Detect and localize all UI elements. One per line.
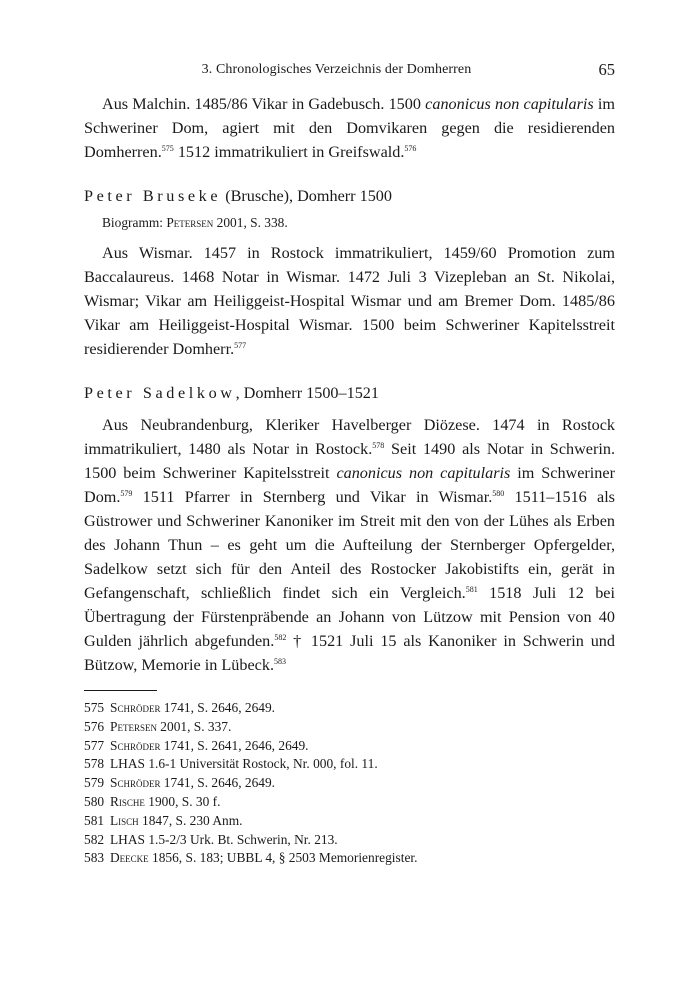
text-run: † 1521 Juli 15 als Kanoniker in Schwerin und Bützow, Memorie in Lübeck. bbox=[84, 632, 615, 674]
footnote-ref: 578 bbox=[372, 441, 385, 450]
footnote-ref: 583 bbox=[274, 657, 287, 666]
footnote-author: Schröder bbox=[110, 700, 161, 715]
footnote bbox=[84, 849, 615, 868]
entry-heading-sadelkow bbox=[84, 381, 615, 405]
footnote bbox=[84, 737, 615, 756]
footnote-text: 1741, S. 2641, 2646, 2649. bbox=[160, 737, 309, 753]
latin-term: canonicus non capitularis bbox=[425, 95, 594, 113]
footnote-number: 580 bbox=[84, 793, 105, 809]
footnote bbox=[84, 699, 615, 718]
heading-rest: (Brusche), Domherr 1500 bbox=[221, 187, 392, 205]
footnote-text: 1900, S. 30 f. bbox=[144, 793, 221, 809]
person-name: Peter Sadelkow bbox=[84, 384, 236, 402]
text-run: Aus Neubrandenburg, Kleriker Havelberger Diözese. 1474 in Rostock immatrikuliert, 1480 als Notar in Rostock. bbox=[84, 416, 615, 458]
footnote-number: 582 bbox=[84, 831, 105, 847]
footnote-number: 576 bbox=[84, 718, 105, 734]
biogram-line bbox=[84, 213, 615, 233]
footnote-text: LHAS 1.5-2/3 Urk. Bt. Schwerin, Nr. 213. bbox=[110, 831, 338, 847]
footnote-text: 1847, S. 230 Anm. bbox=[138, 812, 243, 828]
bruseke-paragraph bbox=[84, 241, 615, 361]
text-run: im Schweriner Dom, agiert mit den Domvikaren gegen die residierenden Domherren. bbox=[84, 95, 615, 161]
sadelkow-paragraph bbox=[84, 413, 615, 677]
bio-prefix: Biogramm: bbox=[102, 215, 167, 230]
text-run: 1512 immatrikuliert in Greifswald. bbox=[173, 143, 405, 161]
footnote-number: 579 bbox=[84, 775, 105, 791]
footnote-ref: 580 bbox=[492, 489, 505, 498]
footnote-author: Deecke bbox=[110, 850, 149, 866]
footnote-ref: 575 bbox=[161, 144, 174, 153]
footnote-author: Lisch bbox=[110, 812, 139, 828]
footnote bbox=[84, 718, 615, 737]
footnote-author: Petersen bbox=[110, 718, 157, 734]
text-run: 1511 Pfarrer in Sternberg und Vikar in Wismar. bbox=[132, 488, 493, 506]
latin-term: canonicus non capitularis bbox=[336, 464, 511, 482]
footnote-text: LHAS 1.6-1 Universität Rostock, Nr. 000, fol. 11. bbox=[110, 756, 378, 772]
footnotes bbox=[84, 690, 615, 868]
footnote bbox=[84, 793, 615, 812]
text-run: Seit 1490 als Notar in Schwerin. 1500 beim Schweriner Kapitelsstreit bbox=[84, 440, 615, 482]
footnote-number: 583 bbox=[84, 850, 105, 866]
footnote-ref: 579 bbox=[120, 489, 133, 498]
page-number: 65 bbox=[598, 60, 615, 79]
footnote-rule bbox=[84, 690, 157, 691]
footnote bbox=[84, 774, 615, 793]
main-text bbox=[84, 92, 615, 677]
text-run: 1518 Juli 12 bei Übertragung der Fürstenpräbende an Johann von Lützow mit Pension von 40 Gulden jährlich abgefunden. bbox=[84, 584, 615, 650]
footnote-ref: 576 bbox=[404, 144, 417, 153]
running-title: 3. Chronologisches Verzeichnis der Domherren bbox=[201, 62, 472, 77]
text-run: im Schweriner Dom. bbox=[84, 464, 615, 506]
text-run: Aus Wismar. 1457 in Rostock immatrikuliert, 1459/60 Promotion zum Baccalaureus. 1468 Notar in Wismar. 1472 Juli 3 Vizepleban an St. Nikolai, Wismar; Vikar am Heiliggeist-Hospital Wismar und am Bremer Dom. 1485/86 Vikar am Heiliggeist-Hospital Wismar. 1500 beim Schweriner Kapitelsstreit residierender Domherr. bbox=[84, 244, 615, 358]
footnote-author: Schröder bbox=[110, 775, 161, 791]
footnote-number: 575 bbox=[84, 700, 105, 715]
footnote-author: Rische bbox=[110, 793, 145, 809]
heading-rest: , Domherr 1500–1521 bbox=[235, 384, 379, 402]
footnote-text: 1741, S. 2646, 2649. bbox=[160, 775, 276, 791]
footnote bbox=[84, 831, 615, 850]
text-run: 1511–1516 als Güstrower und Schweriner Kanoniker im Streit mit den von der Lühes als Erben des Johann Thun – es geht um die Aufteilung der Sternberger Opfergelder, Sadelkow setzt sich für den Anteil des Rostocker Jakobistifts ein, gerät in Gefangenschaft, schließlich findet sich ein Vergleich. bbox=[84, 488, 615, 602]
footnote bbox=[84, 755, 615, 774]
footnote-ref: 577 bbox=[234, 341, 247, 350]
footnote-text: 1856, S. 183; UBBL 4, § 2503 Memorienregister. bbox=[148, 850, 418, 866]
footnote bbox=[84, 812, 615, 831]
footnote-ref: 582 bbox=[274, 633, 287, 642]
footnote-text: 1741, S. 2646, 2649. bbox=[160, 700, 276, 715]
running-header bbox=[84, 62, 615, 82]
footnote-ref: 581 bbox=[465, 585, 478, 594]
footnote-number: 577 bbox=[84, 737, 105, 753]
footnote-number: 581 bbox=[84, 812, 105, 828]
person-name: Peter Bruseke bbox=[84, 187, 222, 205]
bio-author: Petersen bbox=[166, 215, 214, 230]
footnote-text: 2001, S. 337. bbox=[156, 718, 232, 734]
footnote-number: 578 bbox=[84, 756, 105, 772]
entry-heading-bruseke bbox=[84, 184, 615, 208]
footnote-author: Schröder bbox=[110, 737, 161, 753]
text-run: Aus Malchin. 1485/86 Vikar in Gadebusch. 1500 bbox=[102, 95, 426, 113]
bio-rest: 2001, S. 338. bbox=[213, 215, 288, 230]
intro-paragraph bbox=[84, 92, 615, 164]
